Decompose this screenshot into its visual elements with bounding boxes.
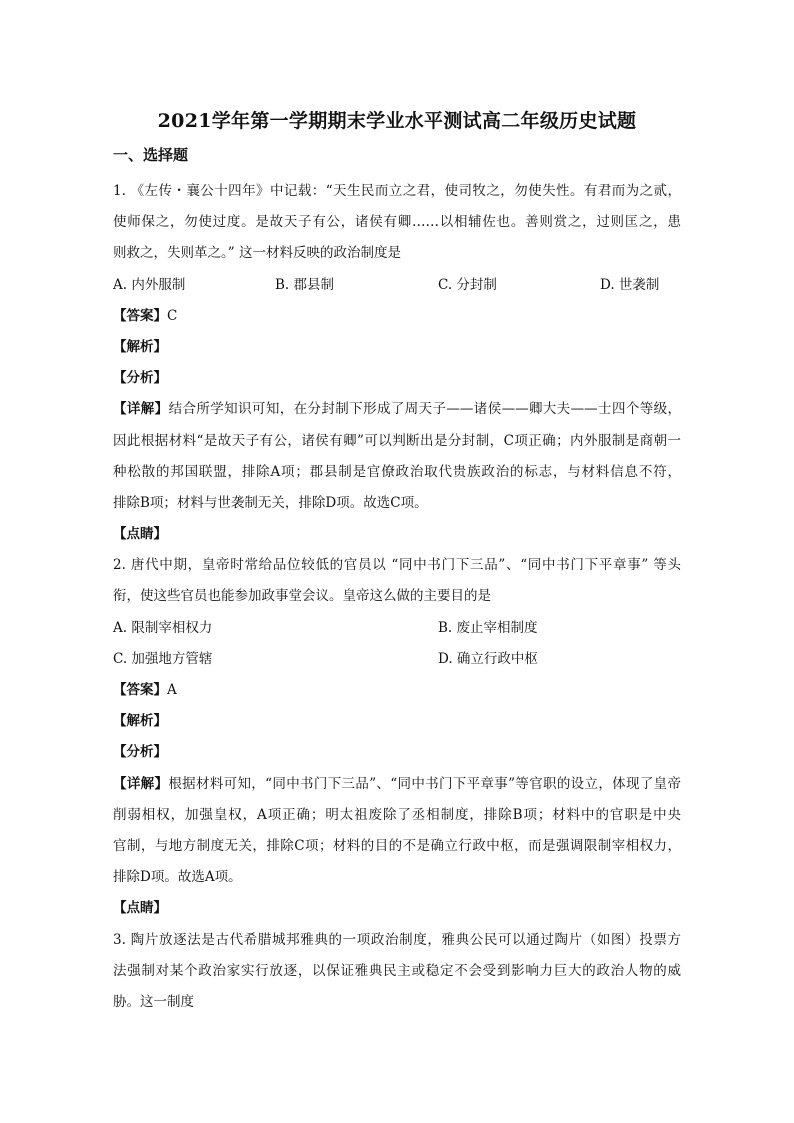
q2-analysis-label: 【解析】	[113, 713, 167, 730]
q1-option-a: A. 内外服制	[113, 276, 186, 293]
q2-options-row-1	[113, 613, 681, 644]
q2-detail-text-1: 根据材料可知，“同中书门下三品”、“同中书门下平章事”等官职的设立，体现了皇帝	[168, 775, 681, 792]
q2-detail-line-4: 排除D项。故选A项。	[113, 869, 242, 886]
q3-stem-line-1: 3. 陶片放逐法是古代希腊城邦雅典的一项政治制度，雅典公民可以通过陶片（如图）投票方	[113, 931, 681, 948]
answer-label: 【答案】	[113, 682, 167, 698]
q2-stem-line-1: 2. 唐代中期，皇帝时常给品位较低的官员以 “同中书门下三品”、“同中书门下平章事” 等头	[113, 557, 681, 574]
q2-options-row-2	[113, 644, 681, 675]
section-heading: 一、选择题	[113, 146, 189, 164]
q2-fenxi-label: 【分析】	[113, 744, 167, 761]
q1-detail-line-1	[113, 394, 681, 425]
q1-detail-line-4: 排除B项；材料与世袭制无关，排除D项。故选C项。	[113, 494, 428, 511]
q2-detail-line-3: 官制，与地方制度无关，排除C项；材料的目的不是确立行政中枢，而是强调限制宰相权力，	[113, 837, 681, 854]
q2-option-a: A. 限制宰相权力	[113, 619, 213, 636]
q1-fenxi-label: 【分析】	[113, 370, 167, 387]
q1-option-d: D. 世袭制	[600, 276, 660, 293]
page-title: 2021学年第一学期期末学业水平测试高二年级历史试题	[157, 110, 637, 132]
answer-label: 【答案】	[113, 307, 167, 324]
q3-stem-line-3: 胁。这一制度	[113, 993, 194, 1010]
q1-options	[113, 270, 681, 301]
q1-detail-line-2: 因此根据材料“是故天子有公，诸侯有卿”可以判断出是分封制，C项正确；内外服制是商朝一	[113, 432, 681, 449]
document-body	[113, 176, 681, 1018]
q2-detail-line-1	[113, 769, 681, 800]
q2-option-b: B. 废止宰相制度	[438, 619, 538, 636]
q1-option-b: B. 郡县制	[275, 276, 335, 293]
q1-detail-line-3: 种松散的邦国联盟，排除A项；郡县制是官僚政治取代贵族政治的标志，与材料信息不符，	[113, 463, 681, 480]
q2-comment-label: 【点睛】	[113, 900, 167, 917]
q2-answer-value: A	[167, 682, 177, 698]
q1-analysis-label: 【解析】	[113, 338, 167, 355]
q1-answer	[113, 301, 681, 332]
detail-label: 【详解】	[113, 775, 169, 792]
q1-stem-line-3: 则救之，失则革之。” 这一材料反映的政治制度是	[113, 245, 401, 262]
q2-option-c: C. 加强地方管辖	[113, 650, 213, 667]
q2-stem-line-2: 衔，使这些官员也能参加政事堂会议。皇帝这么做的主要目的是	[113, 588, 491, 605]
q1-answer-value: C	[167, 307, 178, 324]
q1-detail-text-1: 结合所学知识可知，在分封制下形成了周天子——诸侯——卿大夫——士四个等级，	[168, 401, 681, 418]
q1-stem-line-1: 1. 《左传・襄公十四年》中记载：“天生民而立之君，使司牧之，勿使失性。有君而为之贰，	[113, 183, 681, 199]
q1-comment-label: 【点睛】	[113, 526, 167, 543]
q1-stem-line-2: 使师保之，勿使过度。是故天子有公，诸侯有卿……以相辅佐也。善则赏之，过则匡之，患	[113, 214, 681, 231]
q2-option-d: D. 确立行政中枢	[438, 650, 538, 667]
q3-stem-line-2: 法强制对某个政治家实行放逐，以保证雅典民主或稳定不会受到影响力巨大的政治人物的威	[113, 962, 681, 979]
q1-option-c: C. 分封制	[438, 276, 497, 293]
q2-answer	[113, 675, 681, 706]
detail-label: 【详解】	[113, 401, 169, 418]
q2-detail-line-2: 削弱相权，加强皇权，A项正确；明太祖废除了丞相制度，排除B项；材料中的官职是中央	[113, 806, 681, 823]
